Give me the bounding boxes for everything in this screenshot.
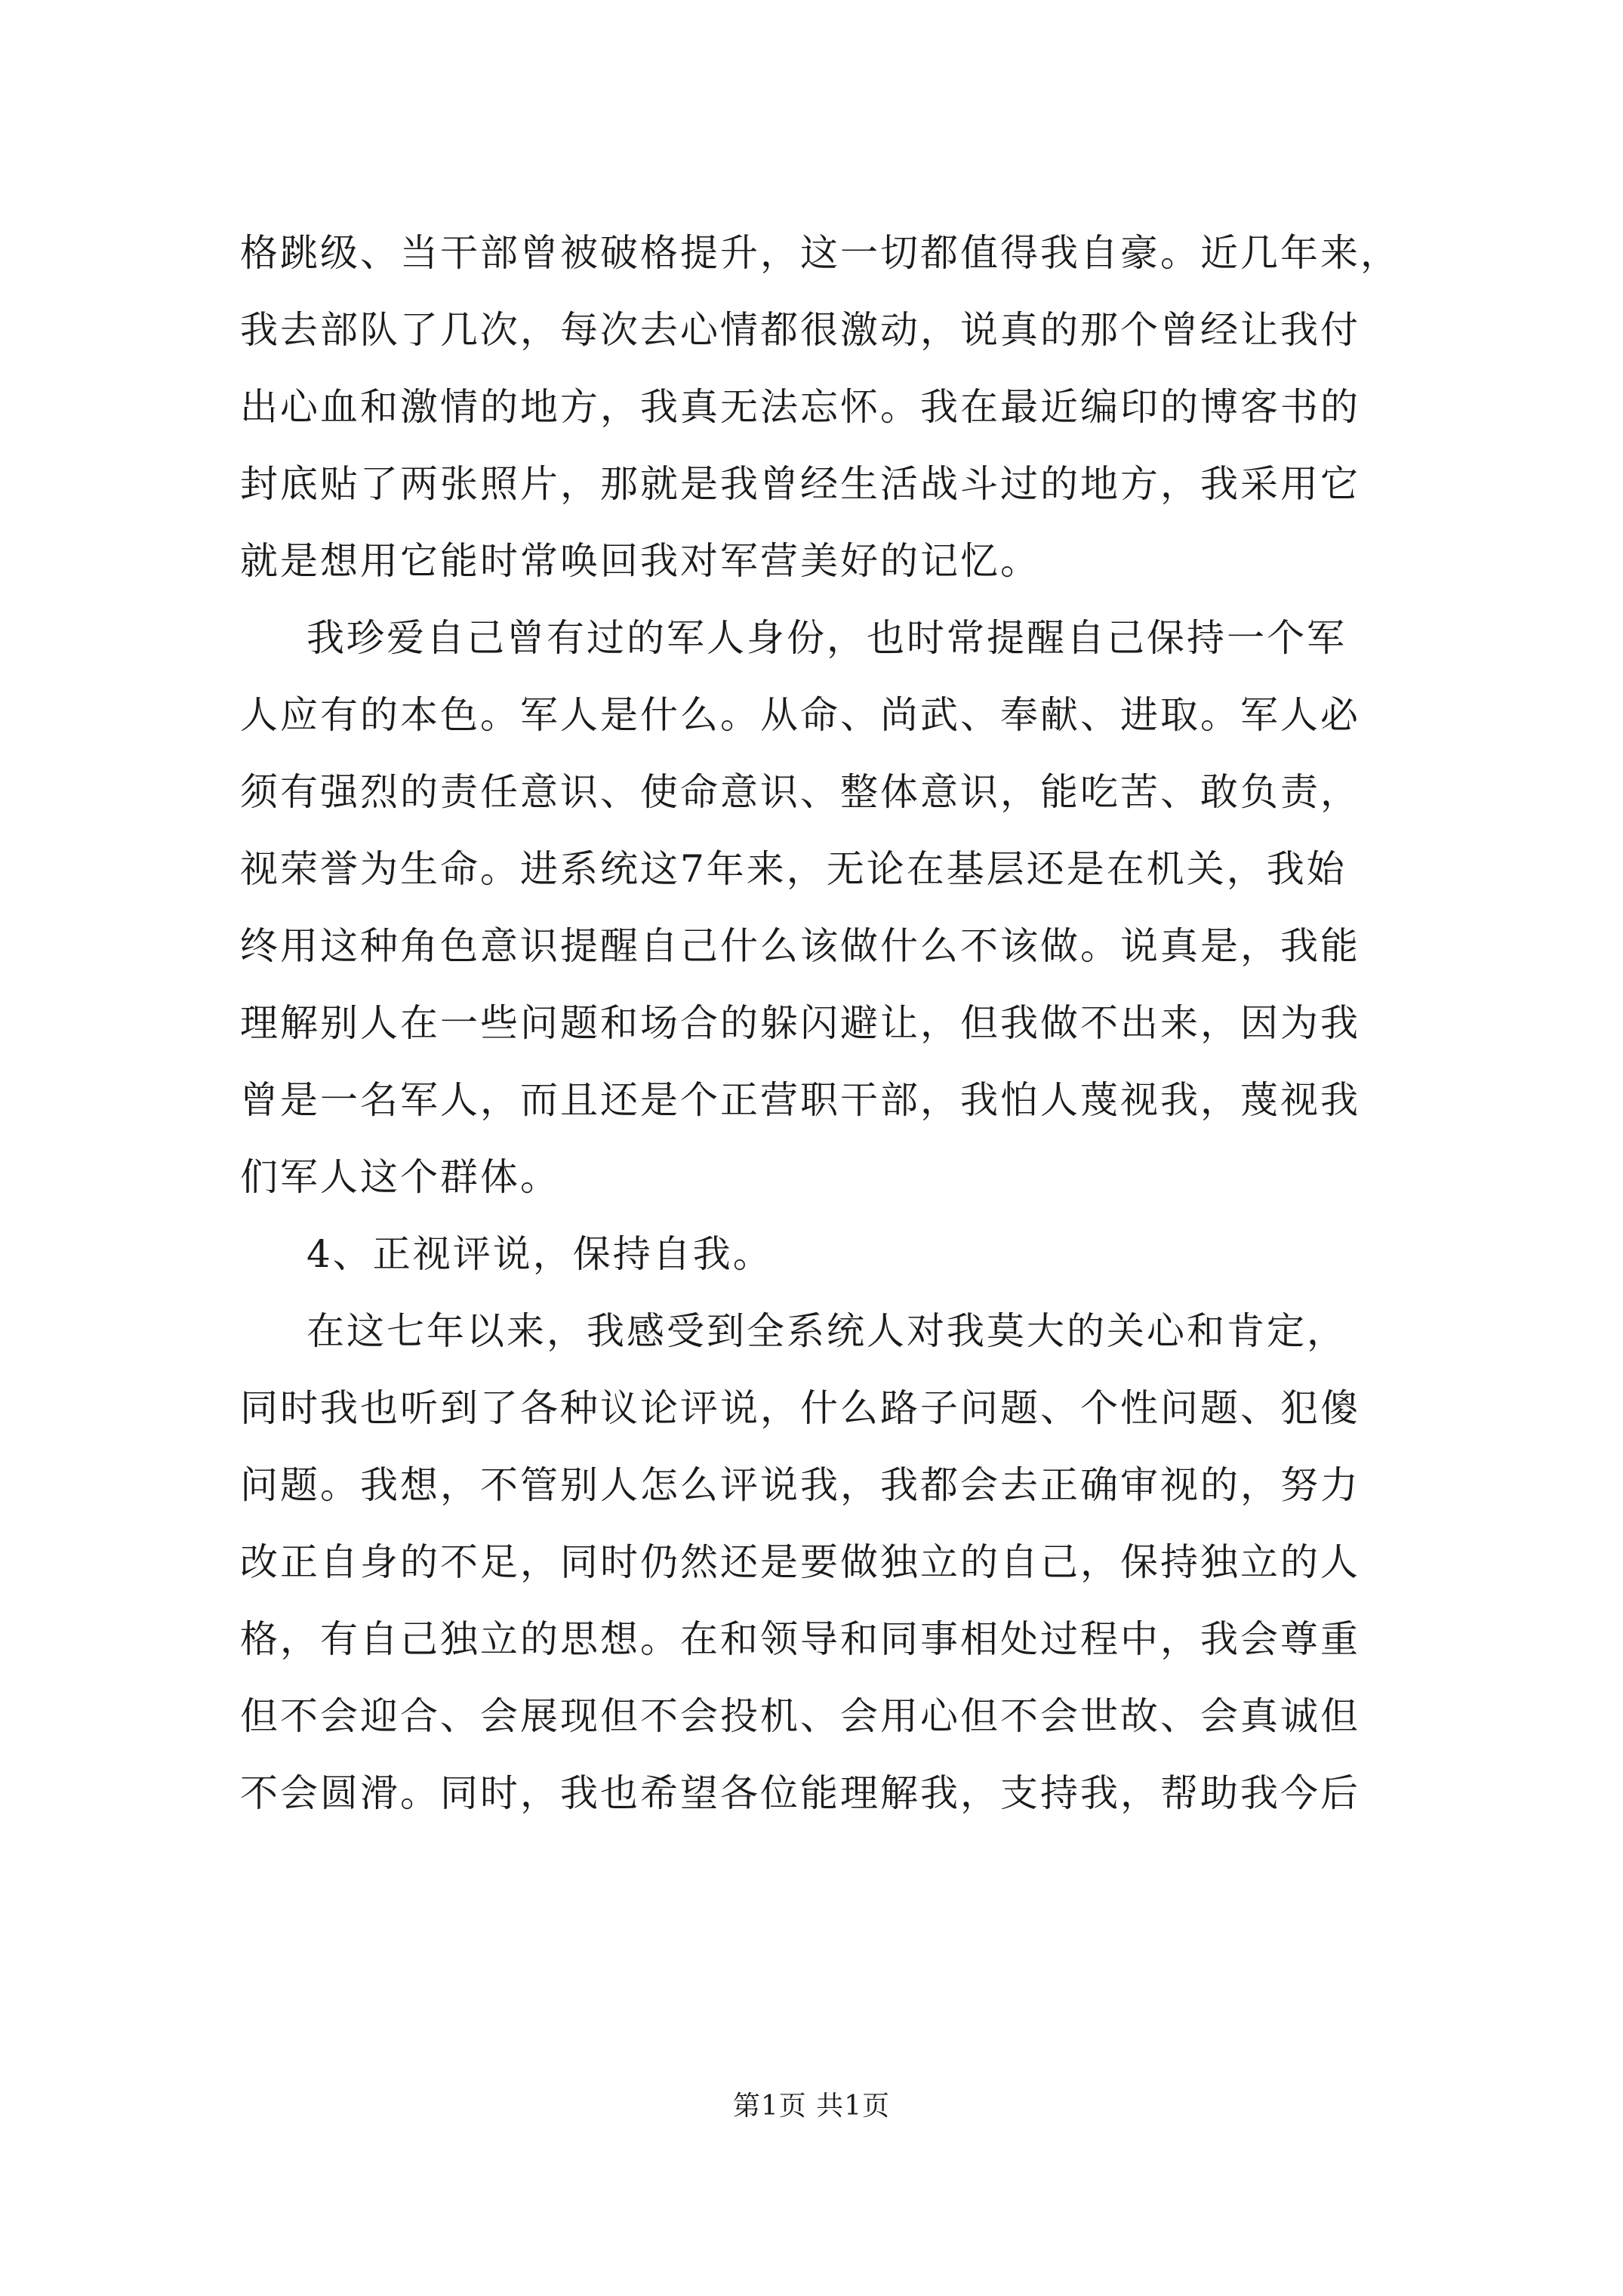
body-text-line: 问题。我想，不管别人怎么评说我，我都会去正确审视的，努力 [240,1463,1360,1507]
body-text-line: 不会圆滑。同时，我也希望各位能理解我，支持我，帮助我今后 [240,1771,1360,1815]
body-text-line: 我去部队了几次，每次去心情都很激动，说真的那个曾经让我付 [240,308,1360,352]
body-text-line: 人应有的本色。军人是什么。从命、尚武、奉献、进取。军人必 [240,693,1360,737]
body-text-line: 终用这种角色意识提醒自己什么该做什么不该做。说真是，我能 [240,924,1360,968]
body-text-line: 格，有自己独立的思想。在和领导和同事相处过程中，我会尊重 [240,1617,1360,1661]
body-text-line: 曾是一名军人，而且还是个正营职干部，我怕人蔑视我，蔑视我 [240,1078,1360,1122]
body-text-line: 格跳级、当干部曾被破格提升，这一切都值得我自豪。近几年来， [240,231,1400,275]
body-text-line: 封底贴了两张照片，那就是我曾经生活战斗过的地方，我采用它 [240,462,1360,506]
body-text-line: 出心血和激情的地方，我真无法忘怀。我在最近编印的博客书的 [240,385,1360,429]
body-text-line: 视荣誉为生命。进系统这7年来，无论在基层还是在机关，我始 [240,847,1347,891]
body-text-line: 们军人这个群体。 [240,1155,560,1199]
paragraph-first-line: 我珍爱自己曾有过的军人身份，也时常提醒自己保持一个军 [306,616,1347,660]
body-text-line: 同时我也听到了各种议论评说，什么路子问题、个性问题、犯傻 [240,1386,1360,1430]
section-heading: 4、正视评说，保持自我。 [306,1232,773,1276]
body-text-line: 须有强烈的责任意识、使命意识、整体意识，能吃苦、敢负责， [240,770,1360,814]
body-text-line: 就是想用它能时常唤回我对军营美好的记忆。 [240,539,1040,583]
body-text-line: 理解别人在一些问题和场合的躲闪避让，但我做不出来，因为我 [240,1001,1360,1045]
page-footer: 第1页 共1页 [732,2091,891,2122]
paragraph-first-line: 在这七年以来，我感受到全系统人对我莫大的关心和肯定， [306,1309,1347,1353]
body-text-line: 改正自身的不足，同时仍然还是要做独立的自己，保持独立的人 [240,1540,1360,1584]
body-text-line: 但不会迎合、会展现但不会投机、会用心但不会世故、会真诚但 [240,1694,1360,1738]
